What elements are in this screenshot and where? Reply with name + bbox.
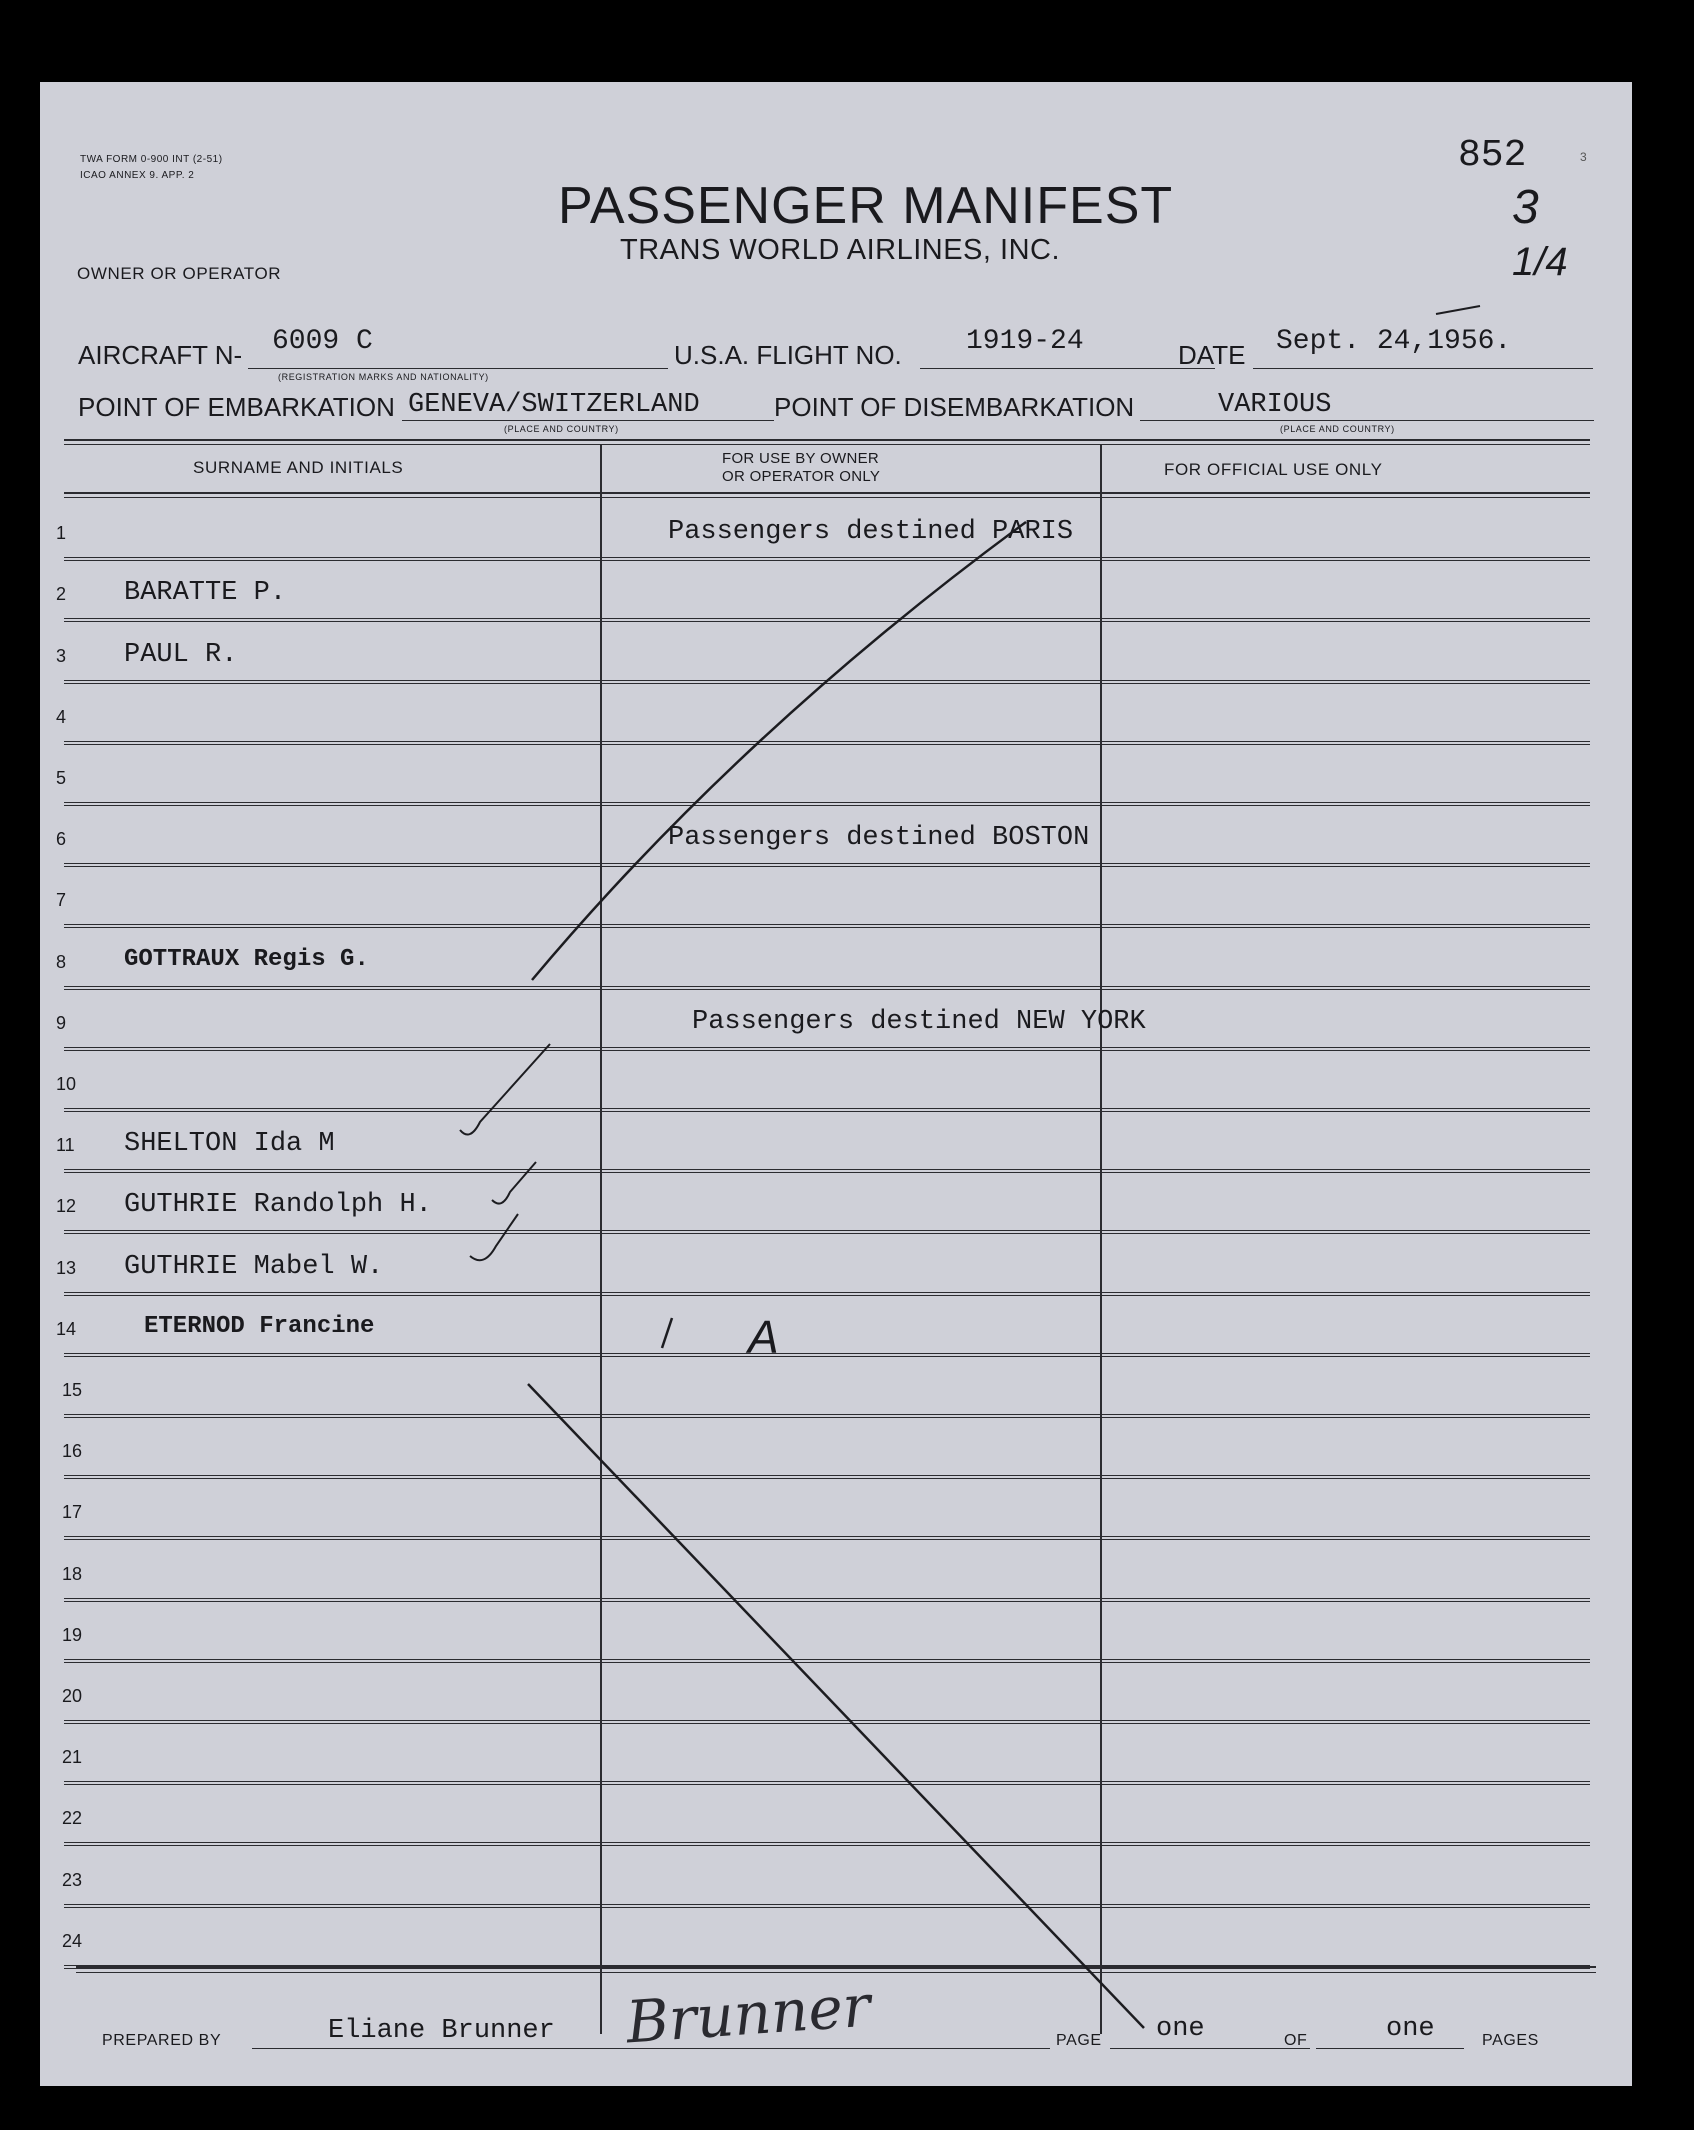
row-number: 24 — [62, 1930, 83, 1951]
page-label: PAGE — [1056, 2032, 1102, 2049]
row-number: 18 — [62, 1563, 83, 1584]
date-label: DATE — [1178, 340, 1246, 370]
row14-handwritten-mark: A — [748, 1311, 779, 1363]
manifest-sheet — [40, 82, 1632, 2086]
row-number: 12 — [56, 1196, 77, 1217]
passenger-name: GUTHRIE Randolph H. — [124, 1190, 432, 1221]
handwritten-marks — [40, 82, 1632, 2086]
row-number: 6 — [56, 829, 67, 850]
passenger-name: ETERNOD Francine — [144, 1312, 375, 1340]
column-header-owner-2: OR OPERATOR ONLY — [722, 468, 881, 485]
check-mark-row-12 — [492, 1162, 536, 1204]
check-mark-row-11 — [460, 1044, 550, 1135]
row-number: 1 — [56, 523, 67, 544]
of-label: OF — [1284, 2032, 1308, 2049]
date-value: Sept. 24,1956. — [1276, 326, 1512, 357]
prepared-by-label: PREPARED BY — [102, 2032, 222, 2049]
row-number: 5 — [56, 767, 67, 788]
row-number: 21 — [62, 1747, 83, 1768]
form-code: TWA FORM 0-900 INT (2-51) — [80, 154, 223, 165]
flight-label: U.S.A. FLIGHT NO. — [674, 340, 902, 370]
diagonal-strike-upper — [532, 522, 1026, 980]
page-mark-handwritten: 3 — [1512, 181, 1539, 234]
aircraft-value: 6009 C — [272, 326, 373, 357]
row-number: 3 — [56, 645, 67, 666]
passenger-name: GOTTRAUX Regis G. — [124, 945, 369, 973]
flight-value: 1919-24 — [966, 326, 1084, 357]
row-number: 9 — [56, 1012, 67, 1033]
column-header-owner-1: FOR USE BY OWNER — [722, 450, 880, 467]
embarkation-caption: (PLACE AND COUNTRY) — [504, 424, 619, 434]
check-mark-row-13 — [470, 1214, 518, 1260]
row-number: 8 — [56, 951, 67, 972]
of-value: one — [1386, 2014, 1435, 2044]
fraction-stroke — [1436, 306, 1480, 314]
embarkation-label: POINT OF EMBARKATION — [78, 392, 395, 422]
row-number: 13 — [56, 1257, 77, 1278]
pages-label: PAGES — [1482, 2032, 1539, 2049]
stamp-suffix: 3 — [1580, 150, 1587, 164]
disembarkation-value: VARIOUS — [1218, 390, 1332, 420]
column-header-official: FOR OFFICIAL USE ONLY — [1164, 460, 1383, 479]
page-title: PASSENGER MANIFEST — [558, 177, 1174, 235]
passenger-name: PAUL R. — [124, 639, 238, 670]
owner-operator-label: OWNER OR OPERATOR — [77, 264, 282, 283]
operator-note: Passengers destined NEW YORK — [692, 1006, 1146, 1037]
row-number: 17 — [62, 1502, 83, 1523]
operator-note: Passengers destined BOSTON — [668, 823, 1090, 854]
row-number: 10 — [56, 1073, 77, 1094]
row-number: 7 — [56, 890, 67, 911]
passenger-name: GUTHRIE Mabel W. — [124, 1251, 384, 1282]
passenger-name: BARATTE P. — [124, 578, 287, 609]
row-number: 15 — [62, 1379, 83, 1400]
row-number: 20 — [62, 1685, 83, 1706]
row-number: 19 — [62, 1624, 83, 1645]
disembarkation-label: POINT OF DISEMBARKATION — [774, 392, 1135, 422]
row-number: 22 — [62, 1808, 83, 1829]
icao-reference: ICAO ANNEX 9. APP. 2 — [80, 170, 195, 181]
operator-note: Passengers destined PARIS — [668, 517, 1074, 548]
disembarkation-caption: (PLACE AND COUNTRY) — [1280, 424, 1395, 434]
aircraft-label: AIRCRAFT N- — [78, 340, 243, 370]
signature: Brunner — [623, 1971, 873, 2057]
tick-mark-row-14 — [662, 1318, 672, 1348]
form-number-stamp: 852 — [1458, 134, 1527, 177]
row-number: 4 — [56, 706, 67, 727]
page-value: one — [1156, 2014, 1205, 2044]
row-number: 23 — [62, 1869, 83, 1890]
airline-name: TRANS WORLD AIRLINES, INC. — [620, 234, 1061, 266]
row-number: 11 — [56, 1135, 75, 1156]
embarkation-value: GENEVA/SWITZERLAND — [408, 390, 700, 420]
diagonal-strike-lower — [528, 1384, 1144, 2028]
page-fraction-handwritten: 1/4 — [1512, 240, 1568, 284]
prepared-by-value: Eliane Brunner — [328, 2016, 555, 2046]
row-number: 16 — [62, 1441, 83, 1462]
row-number: 14 — [56, 1318, 77, 1339]
passenger-name: SHELTON Ida M — [124, 1129, 335, 1160]
column-header-surname: SURNAME AND INITIALS — [193, 458, 404, 477]
row-number: 2 — [56, 584, 67, 605]
registration-caption: (REGISTRATION MARKS AND NATIONALITY) — [278, 372, 489, 382]
